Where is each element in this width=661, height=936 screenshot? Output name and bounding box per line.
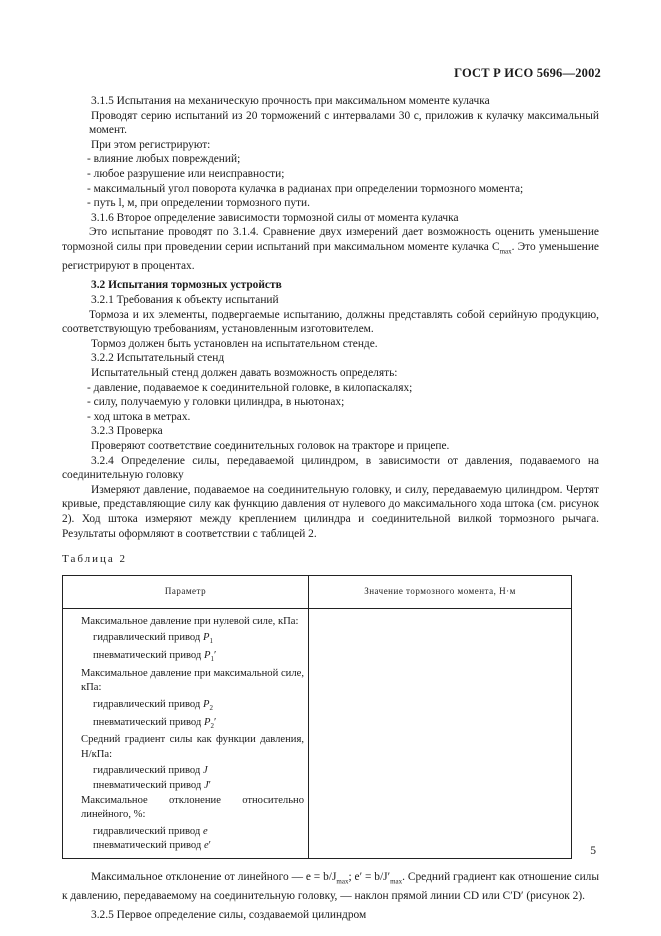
page-number: 5: [590, 845, 596, 857]
subscript: max: [499, 247, 512, 256]
list-item: - ход штока в метрах.: [87, 410, 191, 423]
table-row-group: Средний градиент силы как функции давления, Н/кПа:: [81, 734, 304, 760]
table-row-group: Максимальное давление при максимальной силе, кПа:: [81, 667, 304, 694]
table-row: пневматический привод e′: [93, 840, 211, 852]
table-2: [62, 575, 572, 859]
paragraph: При этом регистрируют:: [91, 138, 211, 151]
subscript: max: [336, 877, 349, 886]
document-body: [62, 94, 600, 922]
paragraph: Испытательный стенд должен давать возможность определять:: [91, 366, 398, 379]
clause-3-2-1: 3.2.1 Требования к объекту испытаний: [91, 294, 279, 306]
list-item: - силу, получаемую у головки цилиндра, в ньютонах;: [87, 396, 345, 409]
table-row: гидравлический привод $P_1$: [93, 632, 213, 646]
paragraph: Проверяют соответствие соединительных головок на тракторе и прицепе.: [91, 439, 450, 452]
table-value-cell: [309, 608, 572, 858]
list-item: - влияние любых повреждений;: [87, 153, 241, 166]
paragraph: [62, 870, 599, 903]
subscript: max: [390, 877, 403, 886]
clause-3-1-5: 3.1.5 Испытания на механическую прочность при максимальном моменте кулачка: [91, 95, 490, 107]
paragraph: Тормоза и их элементы, подвергаемые испытанию, должны представлять собой серийную продукцию, соответствующую требованиям, установленным изготовителем.: [62, 308, 599, 336]
paragraph-text: . Это уменьшение регистрируют в процентах.: [62, 240, 599, 272]
paragraph: Тормоз должен быть установлен на испытательном стенде.: [91, 337, 378, 350]
list-item: - максимальный угол поворота кулачка в радианах при определении тормозного момента;: [87, 182, 524, 195]
document-id-header: ГОСТ Р ИСО 5696—2002: [454, 66, 601, 80]
table-row-group: Максимальное давление при нулевой силе, кПа:: [81, 615, 299, 627]
list-item: - путь l, м, при определении тормозного пути.: [87, 197, 310, 210]
table-row-group: Максимальное отклонение относительно линейного, %:: [81, 794, 304, 821]
table-caption: Таблица 2: [62, 553, 128, 566]
paragraph: [62, 225, 599, 273]
table-row: гидравлический привод $P_2$: [93, 698, 213, 712]
paragraph-text: . Средний градиент как отношение силы к давлению, передаваемому на соединительную головку, — наклон прямой линии CD или C′D′ (рисунок 2).: [62, 871, 600, 902]
table-header-parameter: Параметр: [63, 575, 309, 608]
clause-3-2-5: 3.2.5 Первое определение силы, создаваемой цилиндром: [91, 908, 367, 921]
clause-3-2-4: 3.2.4 Определение силы, передаваемой цилиндром, в зависимости от давления, подаваемого на соединительную головку: [62, 454, 599, 482]
paragraph-text: ; e′ = b/J′: [348, 871, 391, 884]
table-row: гидравлический привод e: [93, 825, 208, 837]
paragraph: Проводят серию испытаний из 20 торможений с интервалами 30 с, приложив к кулачку максимальный момент.: [89, 109, 599, 137]
clause-3-2-3: 3.2.3 Проверка: [91, 425, 163, 438]
paragraph-text: Максимальное отклонение от линейного — e = b/J: [91, 871, 337, 884]
table-row: пневматический привод J′: [93, 780, 211, 792]
table-header-value: Значение тормозного момента, Н·м: [309, 575, 572, 608]
paragraph: Измеряют давление, подаваемое на соединительную головку, и силу, передаваемую цилиндром. Чертят кривые, представляющие силу как функцию давления от нулевого до максимального хода штока (см. рисунок 2). Ход штока измеряют между креплением цилиндра и соединительной вилкой тормозного рычага. Результаты оформляют в соответствии с таблицей 2.: [62, 483, 599, 540]
table-parameter-cell: [63, 608, 309, 858]
table-row: пневматический привод $P_2'$: [93, 716, 217, 730]
table-row: гидравлический привод J: [93, 765, 208, 777]
paragraph-text: Это испытание проводят по 3.1.4. Сравнение двух измерений дает возможность оценить уменьшение тормозной силы при проведении серии испытаний при максимальном моменте кулачка C: [62, 226, 599, 253]
list-item: - любое разрушение или неисправности;: [87, 167, 285, 180]
list-item: - давление, подаваемое к соединительной головке, в килопаскалях;: [87, 381, 413, 394]
table-row: пневматический привод $P_1'$: [93, 649, 217, 664]
section-3-2-heading: 3.2 Испытания тормозных устройств: [91, 279, 282, 292]
clause-3-1-6: 3.1.6 Второе определение зависимости тормозной силы от момента кулачка: [91, 211, 459, 224]
clause-3-2-2: 3.2.2 Испытательный стенд: [91, 352, 225, 365]
